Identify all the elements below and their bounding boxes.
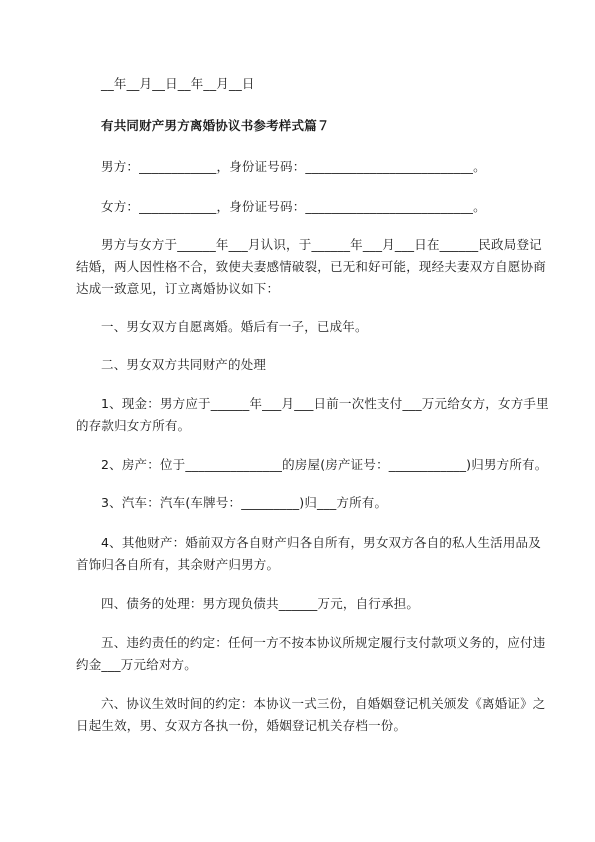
item-other-line-2: 首饰归各自所有，其余财产归男方。 <box>76 557 280 572</box>
document-title: 有共同财产男方离婚协议书参考样式篇７ <box>101 118 330 133</box>
clause-2-heading: 二、男女双方共同财产的处理 <box>101 357 267 372</box>
clause-6-line-2: 日起生效，男、女双方各执一份，婚姻登记机关存档一份。 <box>76 718 407 733</box>
item-cash-line-1: 1、现金：男方应于______年___月___日前一次性支付___万元给女方，女方手里 <box>101 396 549 411</box>
intro-line-3: 达成一致意见，订立离婚协议如下： <box>76 281 280 296</box>
clause-5-line-2: 约金___万元给对方。 <box>76 657 197 672</box>
item-other-line-1: 4、其他财产：婚前双方各自财产归各自所有，男女双方各自的私人生活用品及 <box>101 535 541 550</box>
item-cash-line-2: 的存款归女方所有。 <box>76 418 191 433</box>
clause-6-line-1: 六、协议生效时间的约定：本协议一式三份，自婚姻登记机关颁发《离婚证》之 <box>101 696 546 711</box>
clause-4: 四、债务的处理：男方现负债共______万元，自行承担。 <box>101 596 420 611</box>
party-male-line: 男方：____________，身份证号码：__________________________。 <box>101 159 486 174</box>
item-house: 2、房产：位于_______________的房屋(房产证号：____________)归男方所有。 <box>101 457 548 472</box>
intro-line-1: 男方与女方于______年___月认识，于______年___月___日在______民政局登记 <box>101 237 542 252</box>
date-line: __年__月__日__年__月__日 <box>101 76 255 91</box>
item-car: 3、汽车：汽车(车牌号：_________)归___方所有。 <box>101 495 388 510</box>
party-female-line: 女方：____________，身份证号码：__________________________。 <box>101 199 486 214</box>
clause-1: 一、男女双方自愿离婚。婚后有一子，已成年。 <box>101 319 368 334</box>
intro-line-2: 结婚，两人因性格不合，致使夫妻感情破裂，已无和好可能，现经夫妻双方自愿协商 <box>76 259 546 274</box>
clause-5-line-1: 五、违约责任的约定：任何一方不按本协议所规定履行支付款项义务的，应付违 <box>101 635 546 650</box>
